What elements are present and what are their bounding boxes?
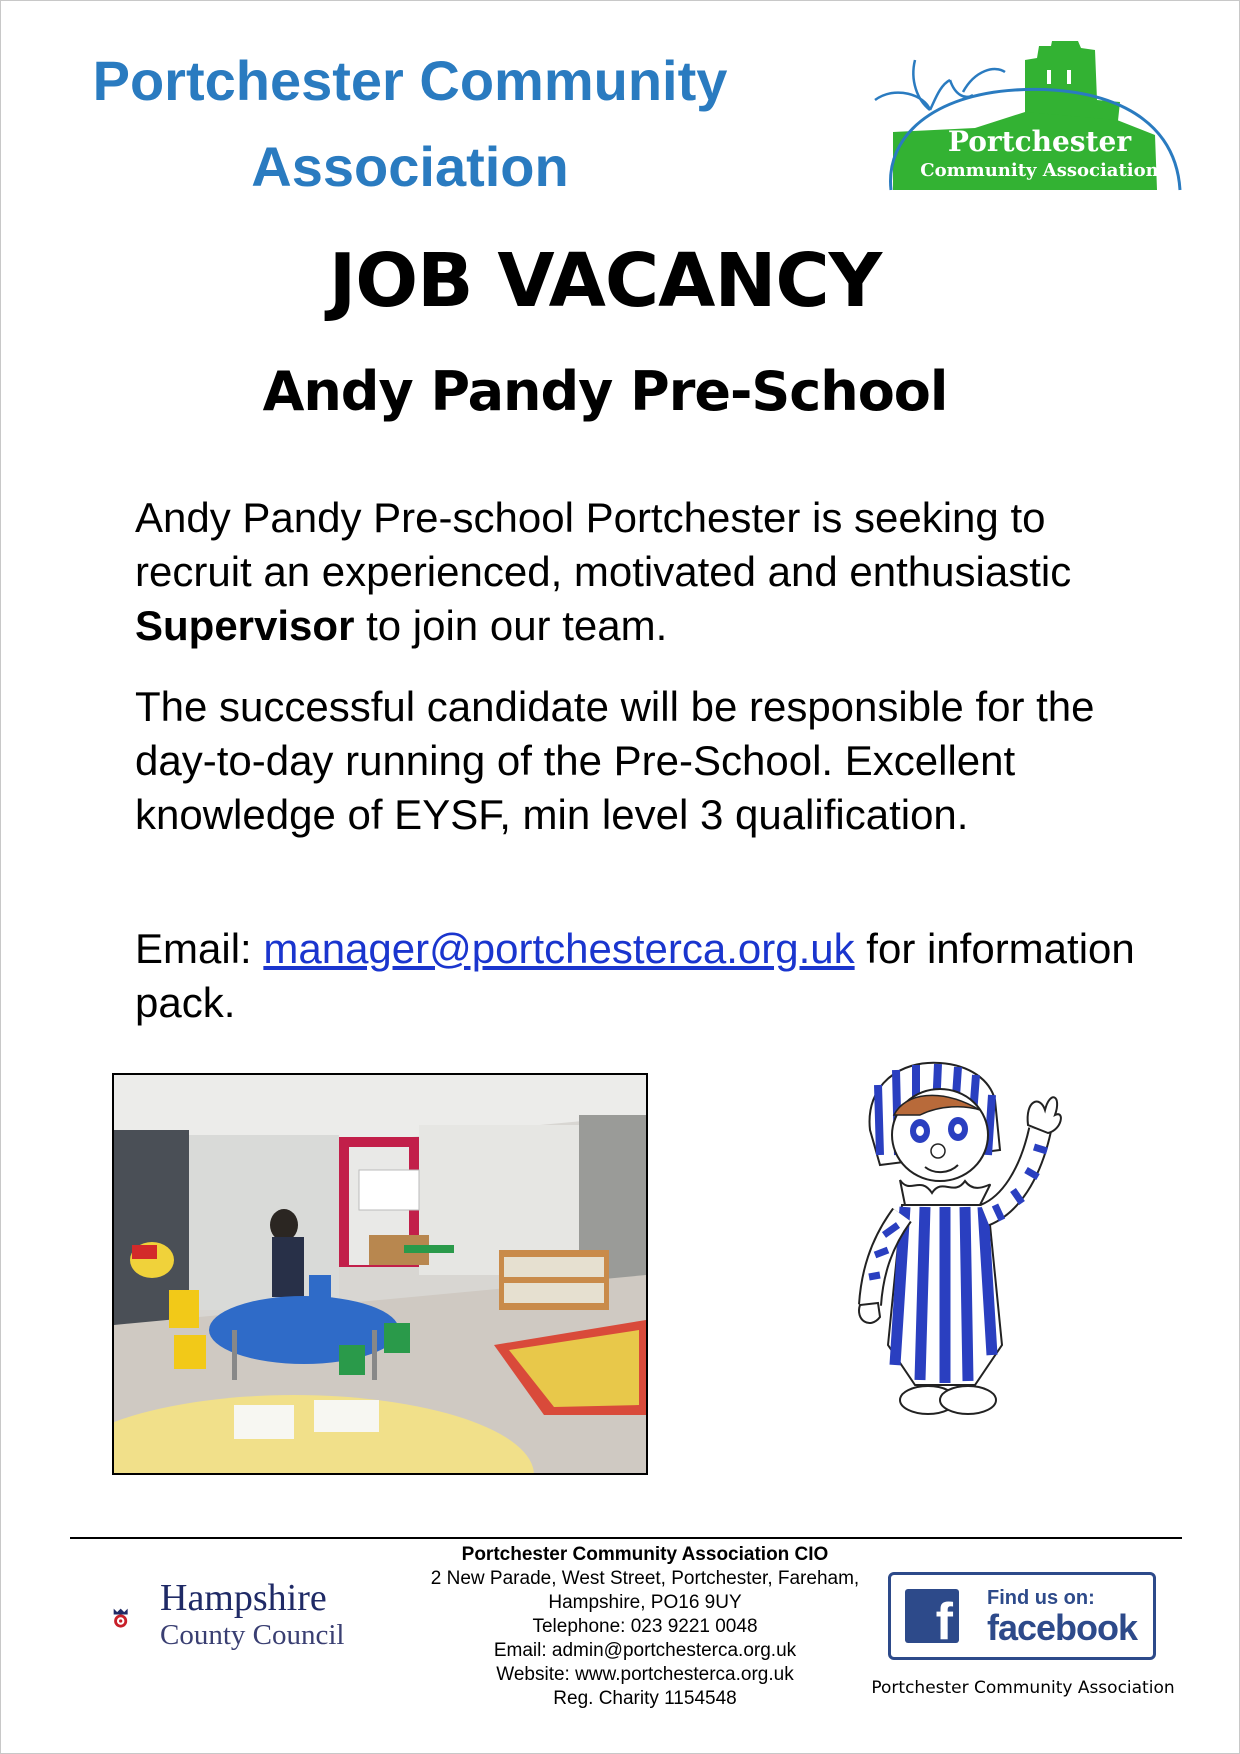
facebook-badge[interactable] (888, 1572, 1156, 1660)
council-name-line2: County Council (160, 1619, 345, 1651)
facebook-wordmark: facebook (987, 1607, 1138, 1648)
email-link[interactable]: manager@portchesterca.org.uk (263, 925, 855, 972)
job-subtitle: Andy Pandy Pre-School (262, 360, 948, 423)
facebook-f-glyph: f (935, 1593, 953, 1651)
facebook-caption: Portchester Community Association (871, 1678, 1175, 1698)
intro-text-end: to join our team. (354, 602, 668, 649)
address-line1: 2 New Parade, West Street, Portchester, Fareham, (430, 1568, 860, 1589)
org-title-line1: Portchester Community (92, 49, 728, 112)
contact-title: Portchester Community Association CIO (461, 1544, 829, 1565)
logo-name: Portchester (947, 125, 1132, 158)
logo-text (902, 125, 1177, 190)
job-title: JOB VACANCY (328, 238, 882, 324)
facebook-find-label: Find us on: (987, 1587, 1095, 1609)
council-name-line1: Hampshire (160, 1577, 327, 1619)
email-label: Email: (135, 925, 264, 972)
org-title-line2: Association (251, 135, 569, 198)
responsibilities-paragraph: The successful candidate will be responsible for the day-to-day running of the Pre-School. Excellent knowledge of EYSF, min level 3 qualification. (135, 683, 1095, 838)
contact-block (385, 1543, 905, 1711)
role-name: Supervisor (135, 602, 355, 649)
intro-text-start: Andy Pandy Pre-school Portchester is seeking to recruit an experienced, motivated and enthusiastic (135, 494, 1072, 595)
logo-subname: Community Association (920, 160, 1159, 181)
council-name (160, 1578, 344, 1652)
intro-paragraph (135, 491, 1135, 653)
contact-email[interactable]: Email: admin@portchesterca.org.uk (493, 1640, 797, 1661)
org-title (60, 38, 760, 210)
andy-pandy-mascot (850, 1055, 1090, 1440)
telephone: Telephone: 023 9221 0048 (532, 1616, 758, 1637)
website[interactable]: Website: www.portchesterca.org.uk (496, 1664, 794, 1685)
email-suffix: for information pack. (135, 925, 1135, 1026)
hampshire-rose-crest-icon (88, 1578, 158, 1658)
email-paragraph (135, 922, 1135, 1030)
footer-divider (70, 1537, 1182, 1539)
classroom-photo (112, 1073, 648, 1475)
charity-number: Reg. Charity 1154548 (553, 1688, 737, 1709)
address-line2: Hampshire, PO16 9UY (548, 1592, 742, 1613)
